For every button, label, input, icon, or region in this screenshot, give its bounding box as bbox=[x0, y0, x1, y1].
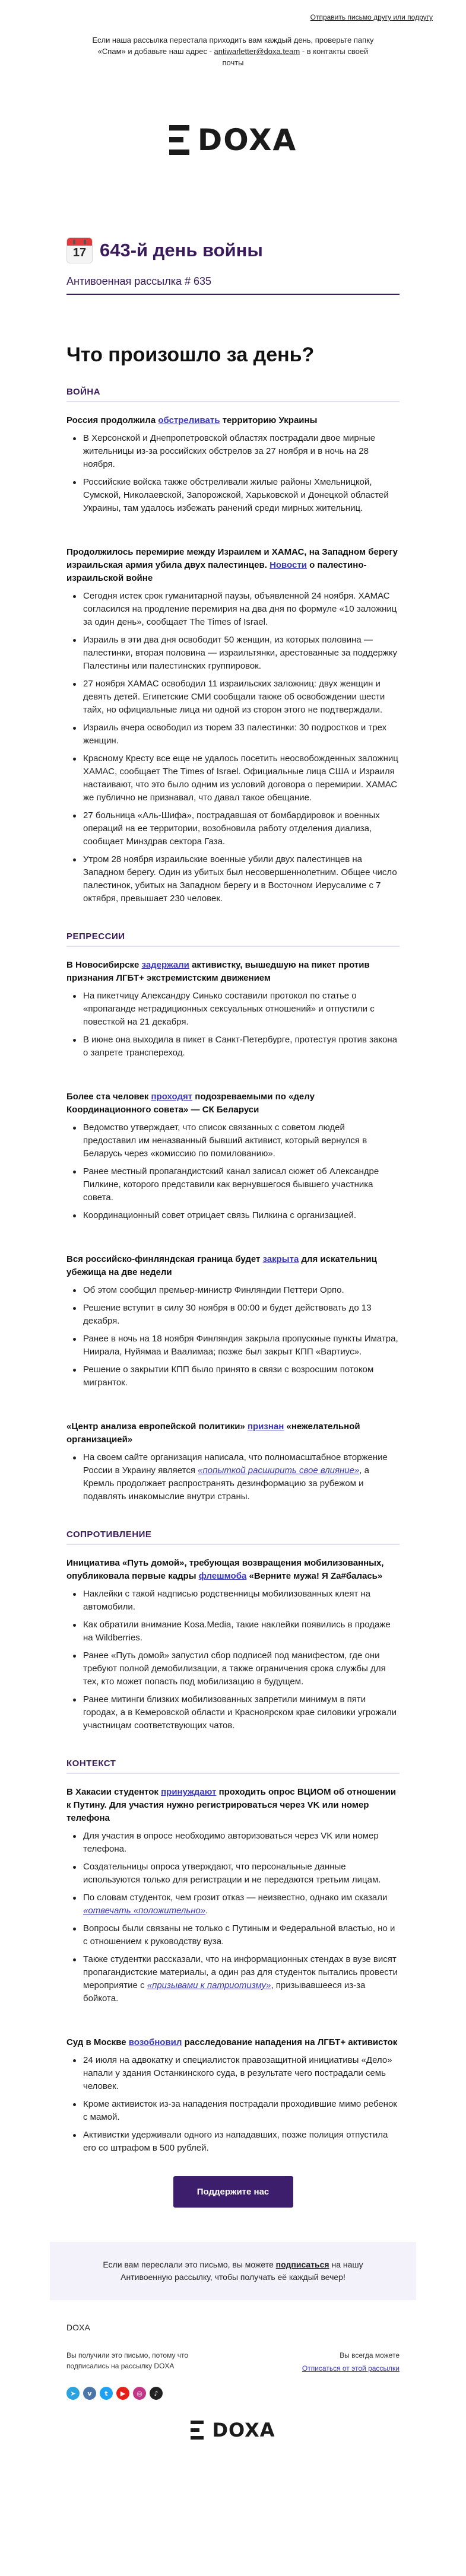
quote-link[interactable]: «призывами к патриотизму» bbox=[147, 1980, 271, 1990]
list-item: В июне она выходила в пикет в Санкт-Петербурге, протестуя против закона о запрете транспереход. bbox=[83, 1033, 400, 1060]
footer-logo bbox=[66, 2419, 400, 2441]
day-title: 643-й день войны bbox=[100, 240, 263, 260]
social-icons bbox=[66, 2387, 400, 2400]
list-item: 27 ноября ХАМАС освободил 11 израильских заложниц: двух женщин и девять детей. Египетские СМИ сообщали также об освобождении шести тайх, но официальные лица ни одной из сторон этого не подтверждали. bbox=[83, 678, 400, 717]
unsubscribe-link[interactable]: Отписаться от этой рассылки bbox=[302, 2364, 400, 2373]
lead-text: для искательниц убежища на две недели bbox=[66, 1254, 377, 1277]
news-block bbox=[66, 1090, 400, 1222]
news-lead bbox=[66, 1557, 400, 1583]
news-list bbox=[66, 1121, 400, 1222]
list-item: Как обратили внимание Kosa.Media, такие наклейки появились в продаже на Wildberries. bbox=[83, 1618, 400, 1645]
vk-icon[interactable]: v bbox=[83, 2387, 96, 2400]
list-item bbox=[83, 1953, 400, 2005]
list-item: Ранее митинги близких мобилизованных запретили минимум в пяти городах, а в Кемеровской области и Красноярском крае силовики угрожали участницам соответствующих чатов. bbox=[83, 1693, 400, 1732]
doxa-logo[interactable] bbox=[191, 2419, 275, 2441]
lead-text: расследование нападения на ЛГБТ+ активисток bbox=[182, 2037, 398, 2047]
item-text: . bbox=[205, 1906, 208, 1916]
tiktok-icon[interactable]: ♪ bbox=[150, 2387, 163, 2400]
header-logo bbox=[0, 68, 466, 166]
list-item: 24 июля на адвокатку и специалисток правозащитной инициативы «Дело» напали у здания Останкинского суда, в результате чего пострадали семь человек. bbox=[83, 2054, 400, 2093]
item-text: , призывавшееся из-за бойкота. bbox=[83, 1980, 366, 2003]
lead-text: активистку, вышедшую на пикет против признания ЛГБТ+ экстремистским движением bbox=[66, 960, 370, 983]
news-list bbox=[66, 1284, 400, 1389]
news-block bbox=[66, 1786, 400, 2005]
intro-text bbox=[0, 21, 466, 68]
newsletter-issue: Антивоенная рассылка # 635 bbox=[66, 275, 400, 295]
lead-text: подозреваемыми по «делу Координационного совета» — СК Беларуси bbox=[66, 1092, 315, 1115]
list-item: Ведомство утверждает, что список связанных с советом людей предоставил им неназванный бывший активист, который вернулся в Беларусь через «комиссию по помилованию». bbox=[83, 1121, 400, 1160]
source-link[interactable]: закрыта bbox=[262, 1254, 299, 1264]
news-list bbox=[66, 1830, 400, 2005]
quote-link[interactable]: «отвечать «положительно» bbox=[83, 1906, 206, 1916]
forward-text: на нашу Антивоенную рассылку, чтобы получать её каждый вечер! bbox=[121, 2260, 363, 2282]
lead-text: Россия продолжила bbox=[66, 415, 158, 425]
source-link[interactable]: флешмоба bbox=[198, 1571, 247, 1581]
lead-text: Продолжилось перемирие между Израилем и ХАМАС, на Западном берегу израильская армия убила двух палестинцев. bbox=[66, 547, 398, 570]
list-item: Ранее «Путь домой» запустил сбор подписей под манифестом, где они требуют полной демобилизации, а также ограничения срока службы для тех, кто может попасть под мобилизацию в будущем. bbox=[83, 1649, 400, 1688]
footer-columns bbox=[66, 2350, 400, 2374]
news-lead bbox=[66, 1090, 400, 1117]
source-link[interactable]: признан bbox=[247, 1421, 284, 1432]
calendar-icon-number: 17 bbox=[72, 246, 87, 259]
doxa-logo-mark-icon bbox=[191, 2421, 204, 2440]
day-header bbox=[66, 237, 400, 263]
list-item: Ранее местный пропагандистский канал записал сюжет об Александре Пилкине, которого представили как вернувшегося бывшего участника совета. bbox=[83, 1165, 400, 1204]
news-list bbox=[66, 1588, 400, 1732]
source-link[interactable]: проходят bbox=[151, 1092, 193, 1102]
lead-text: «нежелательной организацией» bbox=[66, 1421, 360, 1445]
news-block bbox=[66, 959, 400, 1060]
footer-brand: DOXA bbox=[66, 2323, 90, 2332]
instagram-icon[interactable]: ◎ bbox=[133, 2387, 146, 2400]
list-item: Сегодня истек срок гуманитарной паузы, объявленной 24 ноября. ХАМАС согласился на продление перемирия на два дня по формуле «10 заложниц за один день», сообщает The Times of Israel. bbox=[83, 590, 400, 629]
news-lead bbox=[66, 1253, 400, 1279]
source-link[interactable]: обстреливать bbox=[158, 415, 220, 425]
source-link[interactable]: задержали bbox=[141, 960, 189, 970]
news-lead bbox=[66, 1420, 400, 1446]
section-label-resistance: СОПРОТИВЛЕНИЕ bbox=[66, 1529, 400, 1545]
news-lead bbox=[66, 1786, 400, 1825]
list-item: Утром 28 ноября израильские военные убили двух палестинцев на Западном берегу. Один из убитых был несовершеннолетним. Общее число палестинок, убитых на Западном берегу и в Восточном Иерусалиме с 7 октября, превышает 230 человек. bbox=[83, 853, 400, 905]
contact-email-link[interactable]: antiwarletter@doxa.team bbox=[214, 47, 300, 56]
forward-to-friend-link[interactable]: Отправить письмо другу или подругу bbox=[310, 13, 433, 21]
list-item: Кроме активисток из-за нападения пострадали проходившие мимо ребенок с мамой. bbox=[83, 2098, 400, 2124]
list-item bbox=[83, 1451, 400, 1503]
list-item: На пикетчицу Александру Синько составили протокол по статье о «пропаганде нетрадиционных сексуальных отношений» и отпустили с повесткой на 21 декабря. bbox=[83, 990, 400, 1029]
lead-text: «Центр анализа европейской политики» bbox=[66, 1421, 248, 1432]
section-label-repression: РЕПРЕССИИ bbox=[66, 931, 400, 947]
lead-text: Инициатива «Путь домой», требующая возвращения мобилизованных, опубликовала первые кадры bbox=[66, 1558, 384, 1581]
lead-text: о палестино-израильской войне bbox=[66, 560, 367, 583]
list-item: Израиль в эти два дня освободит 50 женщин, из которых половина — палестинки, вторая половина — израильтянки, арестованные за поддержку Палестины или палестинских группировок. bbox=[83, 634, 400, 673]
support-us-button[interactable]: Поддержите нас bbox=[173, 2176, 293, 2208]
main-title: Что произошло за день? bbox=[66, 344, 315, 366]
list-item: Красному Кресту все еще не удалось посетить неосвобожденных заложниц ХАМАС, сообщает The Times of Israel. Официальные лица США и Израиля настаивают, что это было одним из условий договора о перемирии. ХАМАС же публично не признавал, что давал такое обещание. bbox=[83, 752, 400, 804]
intro-text-after: - в контакты своей почты bbox=[222, 47, 369, 67]
list-item: 27 больница «Аль-Шифа», пострадавшая от бомбардировок и военных операций на ее территории, возобновила работу отделения диализа, сообщает Минздрав сектора Газа. bbox=[83, 809, 400, 848]
list-item: Ранее в ночь на 18 ноября Финляндия закрыла пропускные пункты Иматра, Ниирала, Нуйямаа и Ваалимаа; позже был закрыт КПП «Вартиус». bbox=[83, 1332, 400, 1359]
footer-right-text: Вы всегда можете bbox=[340, 2351, 400, 2359]
forward-subscribe-box bbox=[50, 2242, 416, 2300]
lead-text: Более ста человек bbox=[66, 1092, 151, 1102]
news-block bbox=[66, 1420, 400, 1503]
news-list bbox=[66, 2054, 400, 2155]
news-block bbox=[66, 1557, 400, 1732]
news-list bbox=[66, 590, 400, 905]
lead-text: В Хакасии студенток bbox=[66, 1787, 161, 1797]
calendar-icon bbox=[66, 237, 93, 263]
source-link[interactable]: Новости bbox=[270, 560, 307, 570]
news-block bbox=[66, 546, 400, 905]
footer-left-text: Вы получили это письмо, потому что подписались на рассылку DOXA bbox=[66, 2351, 189, 2370]
section-label-war: ВОЙНА bbox=[66, 387, 400, 402]
list-item: Решение о закрытии КПП было принято в связи с возросшим потоком мигранток. bbox=[83, 1363, 400, 1389]
lead-text: Суд в Москве bbox=[66, 2037, 129, 2047]
lead-text: Вся российско-финляндская граница будет bbox=[66, 1254, 263, 1264]
doxa-logo-text: DOXA bbox=[212, 2419, 275, 2441]
doxa-logo-mark-icon bbox=[169, 125, 189, 155]
preheader bbox=[0, 0, 466, 21]
news-block bbox=[66, 1253, 400, 1389]
item-text: Также студентки рассказали, что на информационных стендах в вузе висят пропагандистские материалы, а один раз для студенток пытались провести мероприятие с bbox=[83, 1954, 398, 1990]
section-label-context: КОНТЕКСТ bbox=[66, 1758, 400, 1774]
lead-text: территорию Украины bbox=[220, 415, 318, 425]
subscribe-link[interactable]: подписаться bbox=[275, 2260, 329, 2269]
support-button-row bbox=[66, 2176, 400, 2208]
source-link[interactable]: принуждают bbox=[161, 1787, 217, 1797]
doxa-logo-text: DOXA bbox=[197, 122, 297, 157]
footer bbox=[0, 2300, 466, 2441]
source-link[interactable]: возобновил bbox=[128, 2037, 182, 2047]
list-item: Российские войска также обстреливали жилые районы Хмельницкой, Сумской, Николаевской, Запорожской, Харьковской и Донецкой областей Украины, там удалось избежать ранений среди мирных жительниц. bbox=[83, 476, 400, 515]
list-item: Наклейки с такой надписью родственницы мобилизованных клеят на автомобили. bbox=[83, 1588, 400, 1614]
news-lead bbox=[66, 959, 400, 985]
item-text: По словам студенток, чем грозит отказ — неизвестно, однако им сказали bbox=[83, 1893, 388, 1903]
footer-right bbox=[302, 2350, 400, 2374]
list-item: Об этом сообщил премьер-министр Финляндии Петтери Орпо. bbox=[83, 1284, 400, 1297]
list-item: Для участия в опросе необходимо авторизоваться через VK или номер телефона. bbox=[83, 1830, 400, 1856]
news-lead bbox=[66, 2036, 400, 2049]
list-item: В Херсонской и Днепропетровской областях пострадали двое мирные жительницы из-за российских обстрелов за 27 ноября и в ночь на 28 ноября. bbox=[83, 432, 400, 471]
lead-text: В Новосибирске bbox=[66, 960, 142, 970]
forward-text: Если вам переслали это письмо, вы можете bbox=[103, 2260, 276, 2269]
news-block bbox=[66, 2036, 400, 2155]
telegram-icon[interactable]: ➤ bbox=[66, 2387, 80, 2400]
intro-text-before: Если наша рассылка перестала приходить вам каждый день, проверьте папку «Спам» и добавьте наш адрес - bbox=[92, 36, 374, 56]
news-list bbox=[66, 1451, 400, 1503]
item-text: На своем сайте организация написала, что полномасштабное вторжение России в Украину является bbox=[83, 1452, 388, 1475]
list-item: Активистки удерживали одного из нападавших, позже полиция отпустила его со штрафом в 500 рублей. bbox=[83, 2129, 400, 2155]
news-lead bbox=[66, 414, 400, 427]
list-item bbox=[83, 1891, 400, 1917]
list-item: Решение вступит в силу 30 ноября в 00:00 и будет действовать до 13 декабря. bbox=[83, 1302, 400, 1328]
news-list bbox=[66, 432, 400, 515]
news-block bbox=[66, 414, 400, 515]
news-lead bbox=[66, 546, 400, 585]
list-item: Создательницы опроса утверждают, что персональные данные используются только для регистрации и не передаются третьим лицам. bbox=[83, 1861, 400, 1887]
doxa-logo[interactable] bbox=[169, 123, 297, 157]
item-text: , а Кремль продолжает распространять дезинформацию за рубежом и подавлять инакомыслие внутри страны. bbox=[83, 1465, 369, 1502]
quote-link[interactable]: «попыткой расширить свое влияние» bbox=[198, 1465, 360, 1475]
lead-text: проходить опрос ВЦИОМ об отношении к Путину. Для участия нужно регистрироваться через VK или номер телефона bbox=[66, 1787, 397, 1823]
list-item: Израиль вчера освободил из тюрем 33 палестинки: 30 подростков и трех женщин. bbox=[83, 721, 400, 748]
news-list bbox=[66, 990, 400, 1060]
list-item: Вопросы были связаны не только с Путиным и Федеральной властью, но и с отношением к руководству вуза. bbox=[83, 1922, 400, 1948]
lead-text: «Верните мужа! Я Za#балась» bbox=[246, 1571, 383, 1581]
twitter-icon[interactable]: t bbox=[100, 2387, 113, 2400]
youtube-icon[interactable]: ▶ bbox=[116, 2387, 129, 2400]
list-item: Координационный совет отрицает связь Пилкина с организацией. bbox=[83, 1209, 400, 1222]
